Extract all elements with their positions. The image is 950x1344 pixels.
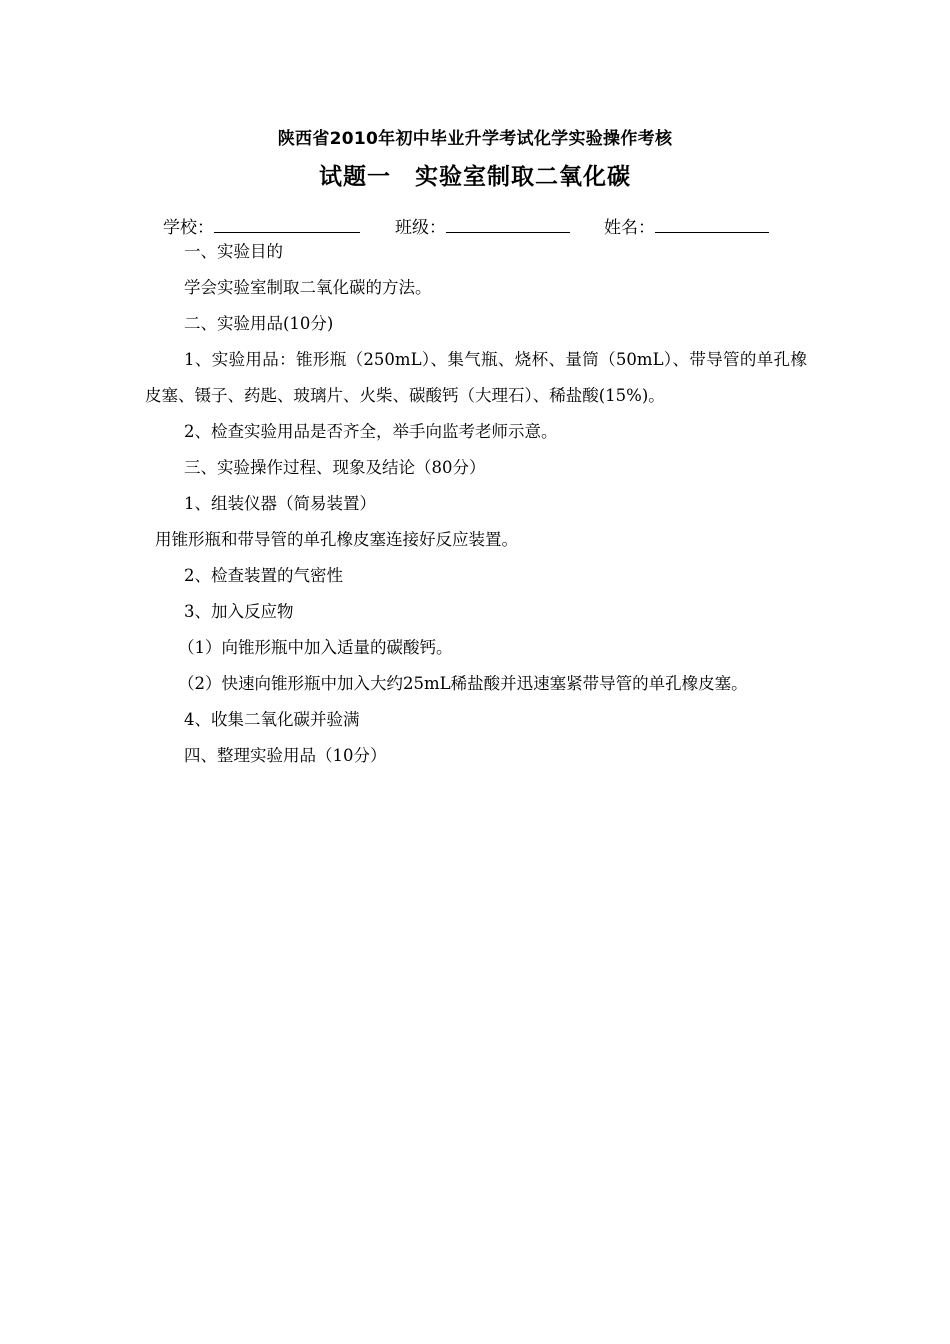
class-label: 班级： [395,218,446,238]
step-2-title: 2、检查装置的气密性 [184,566,343,585]
name-blank-line [655,212,769,233]
question-title: 试题一 实验室制取二氧化碳 [319,164,631,190]
step-1-title: 1、组装仪器（简易装置） [184,494,376,513]
materials-heading: 二、实验用品(10分) [184,314,334,333]
materials-item-2: 2、检查实验用品是否齐全，举手向监考老师示意。 [184,422,558,441]
name-label: 姓名： [604,218,655,238]
school-blank-line [214,212,360,233]
purpose-heading: 一、实验目的 [184,242,283,261]
class-blank-line [446,212,570,233]
exam-body [145,234,807,774]
step-3-title: 3、加入反应物 [184,602,294,621]
purpose-text: 学会实验室制取二氧化碳的方法。 [184,278,432,297]
step-1-text: 用锥形瓶和带导管的单孔橡皮塞连接好反应装置。 [155,530,518,549]
cleanup-heading: 四、整理实验用品（10分） [184,746,387,765]
school-label: 学校： [163,218,214,238]
step-4-title: 4、收集二氧化碳并验满 [184,710,360,729]
exam-title: 陕西省2010年初中毕业升学考试化学实验操作考核 [277,129,673,149]
procedure-heading: 三、实验操作过程、现象及结论（80分） [184,458,486,477]
materials-item-1: 1、实验用品：锥形瓶（250mL）、集气瓶、烧杯、量筒（50mL）、带导管的单孔橡皮塞、镊子、药匙、玻璃片、火柴、碳酸钙（大理石）、稀盐酸(15%)。 [145,350,807,405]
step-3-sub-1: （1）向锥形瓶中加入适量的碳酸钙。 [178,638,453,657]
step-3-sub-2: （2）快速向锥形瓶中加入大约25mL稀盐酸并迅速塞紧带导管的单孔橡皮塞。 [178,674,748,693]
